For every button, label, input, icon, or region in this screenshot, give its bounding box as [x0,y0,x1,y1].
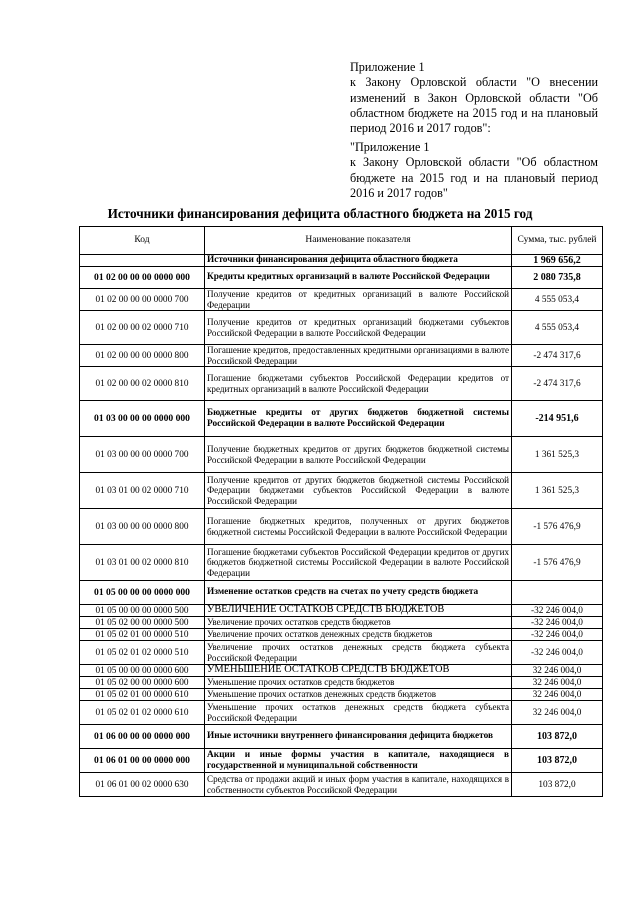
table-row [80,545,603,581]
row-name: Уменьшение прочих остатков средств бюджетов [205,677,512,689]
table-header-row [80,227,603,255]
table-row [80,773,603,797]
row-code: 01 05 02 00 00 0000 500 [80,617,205,629]
row-name: Средства от продажи акций и иных форм участия в капитале, находящихся в собственности субъектов Российской Федерации [205,773,512,797]
row-name: Бюджетные кредиты от других бюджетов бюджетной системы Российской Федерации в валюте Российской Федерации [205,401,512,437]
table-row [80,725,603,749]
row-name: Изменение остатков средств на счетах по учету средств бюджета [205,581,512,605]
row-code: 01 02 00 00 00 0000 800 [80,345,205,367]
table-row [80,665,603,677]
row-name: Увеличение прочих остатков денежных средств бюджета субъекта Российской Федерации [205,641,512,665]
table-row [80,289,603,311]
row-code: 01 05 02 01 02 0000 510 [80,641,205,665]
row-sum: -214 951,6 [512,401,603,437]
row-code: 01 03 00 00 00 0000 000 [80,401,205,437]
row-sum: 4 555 053,4 [512,289,603,311]
table-row [80,617,603,629]
table-row [80,437,603,473]
row-name: Источники финансирования дефицита областного бюджета [205,255,512,267]
row-sum: 32 246 004,0 [512,701,603,725]
table-row [80,749,603,773]
appendix-header-original [350,140,598,201]
row-code: 01 05 00 00 00 0000 500 [80,605,205,617]
table-row [80,629,603,641]
row-sum: 4 555 053,4 [512,311,603,345]
row-sum: 1 969 656,2 [512,255,603,267]
row-code: 01 06 01 00 02 0000 630 [80,773,205,797]
table-row [80,267,603,289]
row-name: Погашение бюджетных кредитов, полученных от других бюджетов бюджетной системы Российской Федерации в валюте Российской Федерации [205,509,512,545]
table-row [80,701,603,725]
row-code [80,255,205,267]
row-sum: 32 246 004,0 [512,689,603,701]
row-sum: -1 576 476,9 [512,545,603,581]
row-name: Увеличение прочих остатков денежных средств бюджетов [205,629,512,641]
table-row [80,509,603,545]
row-code: 01 02 00 00 02 0000 810 [80,367,205,401]
row-sum [512,581,603,605]
row-name: Увеличение прочих остатков средств бюджетов [205,617,512,629]
row-code: 01 03 00 00 00 0000 800 [80,509,205,545]
row-name: Получение кредитов от кредитных организаций бюджетами субъектов Российской Федерации в валюте Российской Федерации [205,311,512,345]
row-code: 01 05 02 01 00 0000 610 [80,689,205,701]
table-row [80,311,603,345]
row-sum: -2 474 317,6 [512,345,603,367]
header-code: Код [80,227,205,255]
appendix-text: к Закону Орловской области "О внесении изменений в Закон Орловской области "Об областном бюджете на 2015 год и на плановый период 2016 и 2017 годов": [350,75,598,136]
table-row [80,401,603,437]
row-sum: 32 246 004,0 [512,677,603,689]
row-name: УВЕЛИЧЕНИЕ ОСТАТКОВ СРЕДСТВ БЮДЖЕТОВ [205,605,512,617]
row-name: Иные источники внутреннего финансирования дефицита бюджетов [205,725,512,749]
row-name: Погашение бюджетами субъектов Российской Федерации кредитов от кредитных организаций в валюте Российской Федерации [205,367,512,401]
row-sum: 103 872,0 [512,773,603,797]
header-sum: Сумма, тыс. рублей [512,227,603,255]
table-row [80,345,603,367]
header-name: Наименование показателя [205,227,512,255]
table-row [80,255,603,267]
row-code: 01 05 00 00 00 0000 600 [80,665,205,677]
row-sum: 1 361 525,3 [512,437,603,473]
row-code: 01 02 00 00 02 0000 710 [80,311,205,345]
budget-sources-table [79,226,603,797]
table-row [80,367,603,401]
row-sum: 103 872,0 [512,725,603,749]
row-sum: -32 246 004,0 [512,605,603,617]
row-sum: 32 246 004,0 [512,665,603,677]
row-code: 01 06 00 00 00 0000 000 [80,725,205,749]
table-row [80,689,603,701]
row-code: 01 02 00 00 00 0000 700 [80,289,205,311]
row-code: 01 06 01 00 00 0000 000 [80,749,205,773]
row-code: 01 03 01 00 02 0000 810 [80,545,205,581]
table-row [80,473,603,509]
row-code: 01 02 00 00 00 0000 000 [80,267,205,289]
row-name: Уменьшение прочих остатков денежных средств бюджета субъекта Российской Федерации [205,701,512,725]
row-name: Погашение бюджетами субъектов Российской Федерации кредитов от других бюджетов бюджетной системы Российской Федерации в валюте Российской Федерации [205,545,512,581]
row-sum: -32 246 004,0 [512,629,603,641]
table-row [80,677,603,689]
appendix-heading: Приложение 1 [350,60,425,74]
row-name: УМЕНЬШЕНИЕ ОСТАТКОВ СРЕДСТВ БЮДЖЕТОВ [205,665,512,677]
row-sum: -32 246 004,0 [512,641,603,665]
row-code: 01 05 00 00 00 0000 000 [80,581,205,605]
row-name: Погашение кредитов, предоставленных кредитными организациями в валюте Российской Федерации [205,345,512,367]
row-name: Кредиты кредитных организаций в валюте Российской Федерации [205,267,512,289]
row-code: 01 03 01 00 02 0000 710 [80,473,205,509]
row-name: Получение кредитов от кредитных организаций в валюте Российской Федерации [205,289,512,311]
document-title: Источники финансирования дефицита областного бюджета на 2015 год [107,206,533,221]
row-sum: 2 080 735,8 [512,267,603,289]
row-name: Получение кредитов от других бюджетов бюджетной системы Российской Федерации бюджетами субъектов Российской Федерации в валюте Российской Федерации [205,473,512,509]
row-sum: -1 576 476,9 [512,509,603,545]
table-row [80,605,603,617]
appendix-text: к Закону Орловской области "Об областном бюджете на 2015 год и на плановый период 2016 и 2017 годов" [350,155,598,200]
row-sum: -32 246 004,0 [512,617,603,629]
row-sum: 103 872,0 [512,749,603,773]
appendix-header [350,60,598,136]
row-code: 01 05 02 01 00 0000 510 [80,629,205,641]
row-code: 01 05 02 00 00 0000 600 [80,677,205,689]
table-row [80,641,603,665]
row-code: 01 05 02 01 02 0000 610 [80,701,205,725]
appendix-heading: "Приложение 1 [350,140,430,154]
row-name: Уменьшение прочих остатков денежных средств бюджетов [205,689,512,701]
row-sum: -2 474 317,6 [512,367,603,401]
row-code: 01 03 00 00 00 0000 700 [80,437,205,473]
row-name: Получение бюджетных кредитов от других бюджетов бюджетной системы Российской Федерации в валюте Российской Федерации [205,437,512,473]
row-sum: 1 361 525,3 [512,473,603,509]
table-row [80,581,603,605]
row-name: Акции и иные формы участия в капитале, находящиеся в государственной и муниципальной собственности [205,749,512,773]
